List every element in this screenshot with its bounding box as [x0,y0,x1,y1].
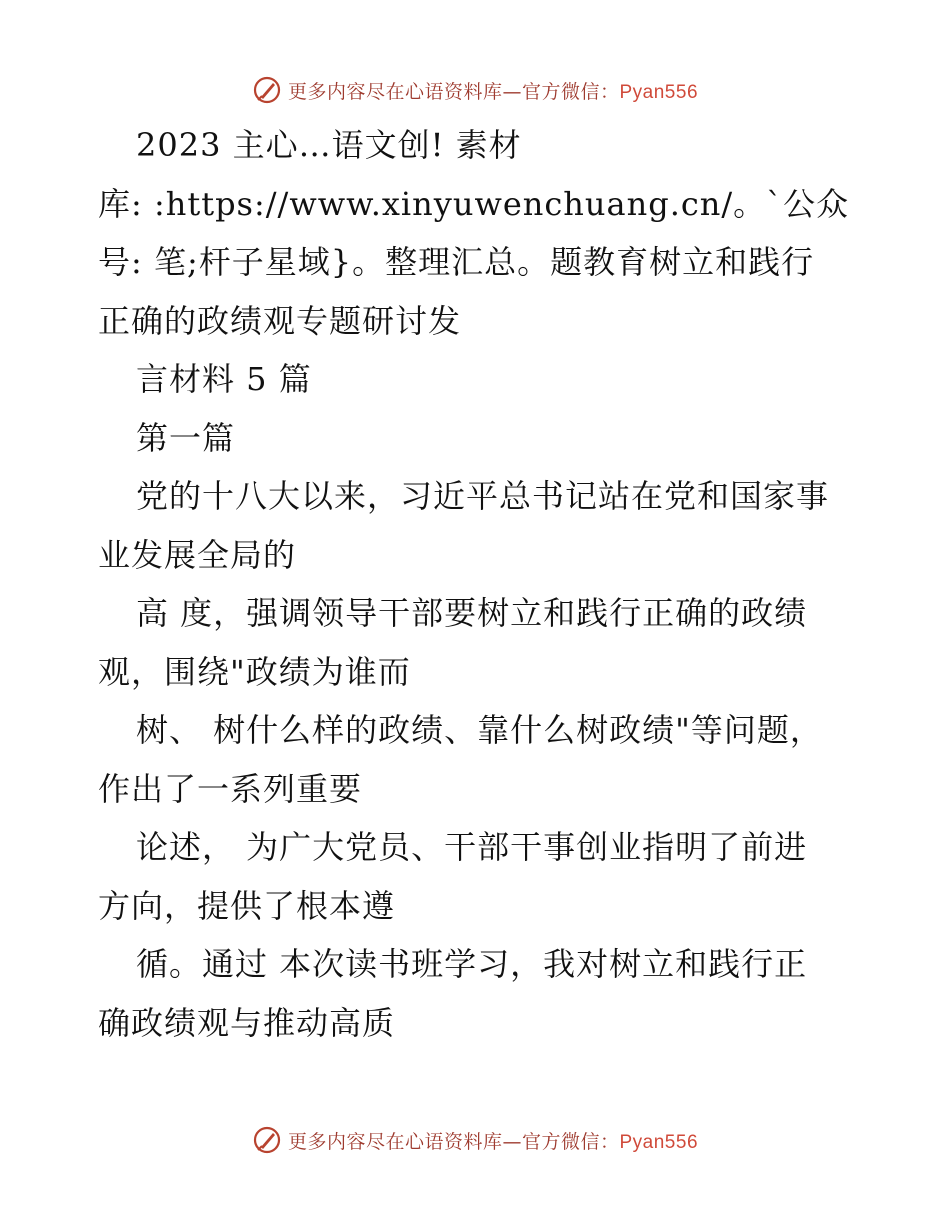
header-banner-dash: — [502,80,522,103]
document-line-11: 树、 树什么样的政绩、靠什么树政绩"等问题， [136,711,823,749]
footer-watermark-banner [0,1120,950,1160]
document-line-4: 正确的政绩观专题研讨发 [98,301,462,340]
document-body [98,116,858,1052]
document-line-13: 论述， 为广大党员、干部干事创业指明了前进 [136,828,808,866]
footer-watermark-text [288,1127,698,1154]
document-line-6: 第一篇 [136,418,236,457]
document-line-1: 2023 主心…语文创! 素材 [136,126,522,164]
document-line-14: 方向，提供了根本遵 [98,886,396,925]
document-line-9: 高 度，强调领导干部要树立和践行正确的政绩 [136,594,808,632]
document-line-12: 作出了一系列重要 [98,769,363,808]
footer-banner-dash: — [502,1130,522,1153]
document-line-8: 业发展全局的 [98,535,297,574]
document-line-5: 言材料 5 篇 [136,360,312,398]
footer-banner-slogan: 更多内容尽在心语资料库 [287,1130,503,1153]
header-banner-slogan: 更多内容尽在心语资料库 [287,80,503,103]
header-banner-label: 官方微信： [521,80,620,103]
document-line-3: 号: 笔;杆子星域}。整理汇总。题教育树立和践行 [98,243,815,281]
document-line-2: 库: :https://www.xinyuwenchuang.cn/。`公众 [98,184,850,223]
document-line-16: 确政绩观与推动高质 [98,1003,396,1042]
document-line-15: 循。通过 本次读书班学习，我对树立和践行正 [136,945,808,983]
footer-banner-handle: Pyan556 [619,1131,699,1153]
header-banner-handle: Pyan556 [619,81,699,103]
header-watermark-text [288,77,698,104]
header-watermark-banner [0,70,950,110]
document-line-7: 党的十八大以来，习近平总书记站在党和国家事 [136,477,830,515]
quill-pen-logo-icon [252,75,282,105]
footer-banner-label: 官方微信： [521,1130,620,1153]
document-line-10: 观，围绕"政绩为谁而 [98,652,411,691]
quill-pen-logo-icon [252,1125,282,1155]
